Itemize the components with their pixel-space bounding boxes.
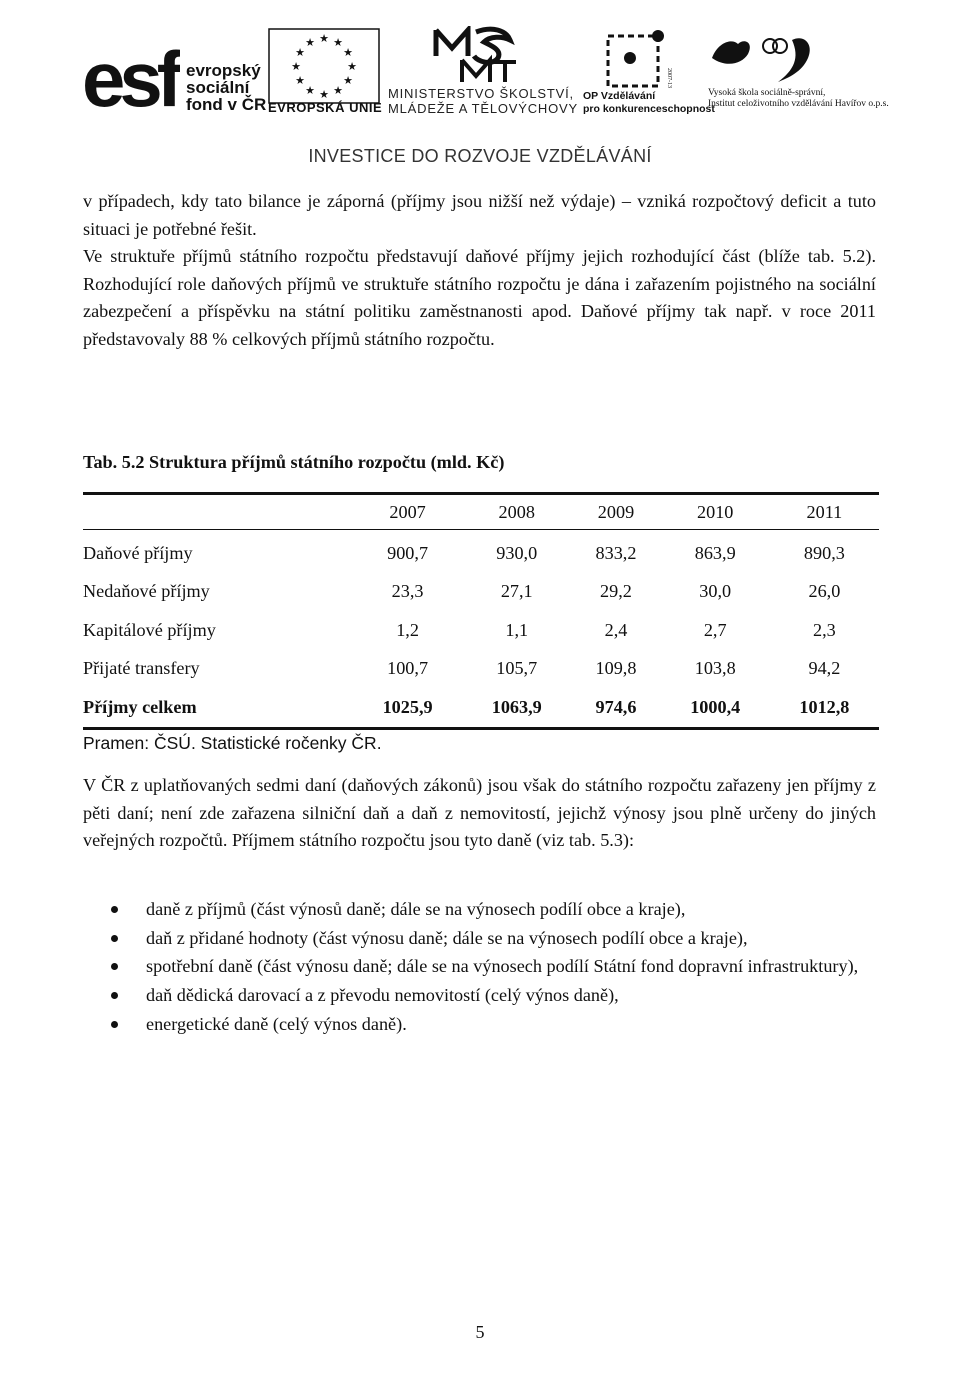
cell: 1,2 [396, 619, 419, 640]
cell: 2,7 [703, 619, 727, 640]
cell: 109,8 [595, 658, 637, 679]
eu-flag-icon [268, 26, 380, 106]
list-item: daň dědická darovací a z převodu nemovitostí (celý výnos daně), [83, 981, 876, 1010]
cell: 1012,8 [770, 688, 879, 728]
list-item: energetické daně (celý výnos daně). [83, 1010, 876, 1039]
svg-text:★: ★ [319, 89, 329, 101]
svg-text:★: ★ [343, 75, 353, 87]
revenue-table [83, 492, 879, 730]
table-row [83, 650, 879, 689]
year-header: 2009 [571, 494, 660, 530]
svg-text:★: ★ [343, 47, 353, 59]
msmt-logo-icon [432, 26, 518, 84]
table-title: Tab. 5.2 Struktura příjmů státního rozpočtu (mld. Kč) [83, 452, 505, 472]
year-header: 2008 [462, 494, 571, 530]
row-label: Příjmy celkem [83, 688, 353, 728]
op-vzdelavani-logo-icon [600, 28, 674, 92]
cell: 27,1 [500, 581, 533, 602]
table-row [83, 611, 879, 650]
svg-text:★: ★ [333, 37, 343, 49]
cell: 23,3 [391, 581, 424, 602]
table-total-row [83, 688, 879, 728]
cell: 26,0 [808, 581, 841, 602]
cell: 863,9 [694, 542, 736, 563]
cell: 2,3 [813, 619, 836, 640]
cell: 1025,9 [353, 688, 462, 728]
svg-text:★: ★ [319, 33, 329, 45]
svg-text:★: ★ [333, 85, 343, 97]
bullet-icon [111, 935, 118, 942]
svg-text:★: ★ [295, 47, 305, 59]
list-item: daně z příjmů (část výnosů daně; dále se na výnosech podílí obce a kraje), [83, 895, 876, 924]
table-header-corner [83, 494, 353, 530]
svg-text:esf: esf [82, 35, 177, 118]
bullet-icon [111, 906, 118, 913]
cell: 103,8 [694, 658, 736, 679]
paragraph-2: Ve struktuře příjmů státního rozpočtu představují daňové příjmy jejich rozhodující část (blíže tab. 5.2). Rozhodující role daňových příjmů ve struktuře státního rozpočtu je dána i zařazením pojistného na sociální zabezpečení a příspěvku na státní politiku zaměstnanosti apod. Daňové příjmy tak např. v roce 2011 představovaly 88 % celkových příjmů státního rozpočtu. [83, 246, 876, 349]
list-item: daň z přidané hodnoty (část výnosu daně; dále se na výnosech podílí obce a kraje), [83, 924, 876, 953]
page-number: 5 [475, 1322, 485, 1342]
svg-text:★: ★ [295, 75, 305, 87]
tax-list [83, 895, 876, 1039]
op-logo-text: OP Vzdělávání pro konkurenceschopnost [583, 90, 715, 115]
cell: 100,7 [387, 658, 429, 679]
list-item: spotřební daně (část výnosu daně; dále se na výnosech podílí Státní fond dopravní infrastruktury), [83, 952, 876, 981]
bullet-icon [111, 992, 118, 999]
esf-logo-text: evropský sociální fond v ČR [186, 61, 267, 114]
eu-logo-text: EVROPSKÁ UNIE [268, 100, 383, 115]
year-header: 2010 [661, 494, 770, 530]
table-source: Pramen: ČSÚ. Statistické ročenky ČR. [83, 733, 382, 753]
cell: 30,0 [699, 581, 732, 602]
cell: 930,0 [496, 542, 538, 563]
year-header: 2011 [770, 494, 879, 530]
cell: 94,2 [808, 658, 841, 679]
page-header [0, 0, 960, 175]
esf-logo-icon [80, 28, 180, 118]
bullet-icon [111, 963, 118, 970]
row-label: Přijaté transfery [83, 658, 200, 679]
table-row [83, 530, 879, 573]
cell: 1000,4 [661, 688, 770, 728]
svg-text:★: ★ [305, 37, 315, 49]
cell: 105,7 [496, 658, 538, 679]
bullet-icon [111, 1021, 118, 1028]
svg-text:★: ★ [347, 61, 357, 73]
cell: 974,6 [571, 688, 660, 728]
svg-text:★: ★ [291, 61, 301, 73]
cell: 890,3 [803, 542, 845, 563]
year-header: 2007 [353, 494, 462, 530]
paragraph-1: v případech, kdy tato bilance je záporná (příjmy jsou nižší než výdaje) – vzniká rozpočtový deficit a tuto situaci je potřebné řešit. [83, 191, 876, 239]
row-label: Daňové příjmy [83, 542, 193, 563]
cell: 833,2 [595, 542, 637, 563]
table-row [83, 573, 879, 612]
vss-logo-icon [708, 34, 818, 86]
svg-text:★: ★ [305, 85, 315, 97]
vss-logo-text: Vysoká škola sociálně-správní, Institut celoživotního vzdělávání Havířov o.p.s. [708, 88, 889, 109]
row-label: Nedaňové příjmy [83, 581, 210, 602]
svg-text:2007-13: 2007-13 [666, 68, 672, 88]
slogan: INVESTICE DO ROZVOJE VZDĚLÁVÁNÍ [308, 146, 652, 166]
body-text-bottom [83, 772, 876, 855]
cell: 900,7 [387, 542, 429, 563]
table-header-row [83, 494, 879, 530]
msmt-logo-text: MINISTERSTVO ŠKOLSTVÍ, MLÁDEŽE A TĚLOVÝCHOVY [388, 86, 578, 116]
paragraph-3: V ČR z uplatňovaných sedmi daní (daňových zákonů) jsou však do státního rozpočtu zařazeny jen příjmy z pěti daní; není zde zařazena silniční daň a daň z nemovitostí, jejichž výnosy jsou plně určeny do jiných veřejných rozpočtů. Příjmem státního rozpočtu jsou tyto daně (viz tab. 5.3): [83, 775, 876, 850]
cell: 1063,9 [462, 688, 571, 728]
cell: 1,1 [505, 619, 529, 640]
cell: 29,2 [600, 581, 632, 602]
row-label: Kapitálové příjmy [83, 619, 216, 640]
cell: 2,4 [604, 619, 628, 640]
body-text-top [83, 188, 876, 353]
